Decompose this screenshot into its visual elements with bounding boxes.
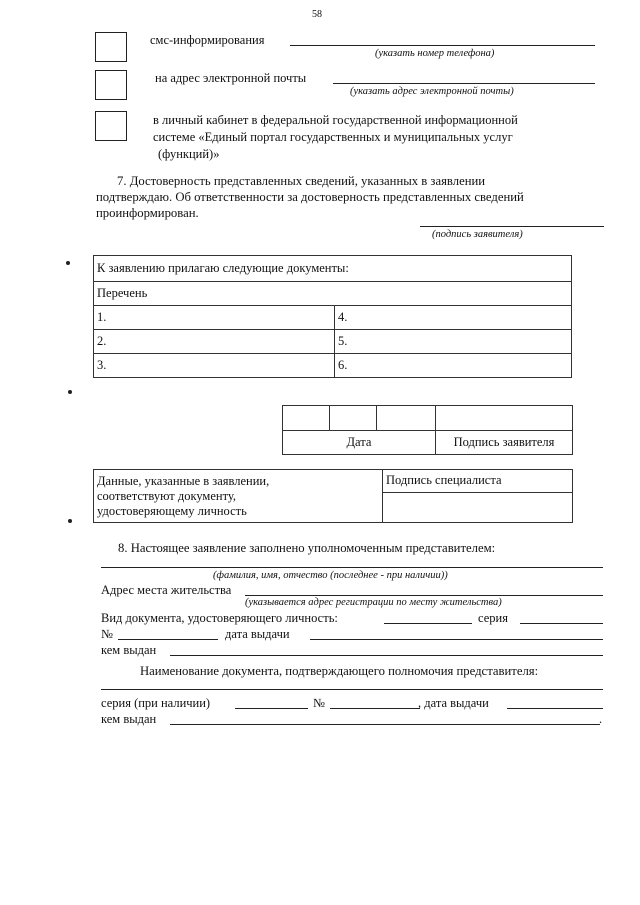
- section7-line-2: подтверждаю. Об ответственности за достоверность представленных сведений: [96, 190, 524, 204]
- issue-date-label: дата выдачи: [225, 627, 290, 641]
- margin-dot: [66, 261, 70, 265]
- email-checkbox[interactable]: [95, 70, 127, 100]
- issued-by-label: кем выдан: [101, 643, 157, 657]
- authority-doc-field[interactable]: [101, 689, 603, 690]
- table-row: [94, 306, 572, 330]
- sms-label: смс-информирования: [150, 33, 265, 47]
- date-signature-table: [282, 405, 573, 455]
- cabinet-line-3: (функций)»: [158, 147, 220, 161]
- section7-line-1: 7. Достоверность представленных сведений, указанных в заявлении: [117, 174, 486, 188]
- sms-checkbox[interactable]: [95, 32, 127, 62]
- phone-hint: (указать номер телефона): [375, 48, 495, 59]
- issued-by-field[interactable]: [170, 655, 603, 656]
- margin-dot: [68, 519, 72, 523]
- number2-label: №: [313, 696, 325, 710]
- documents-list-header: Перечень: [94, 282, 572, 306]
- verification-text: [94, 470, 383, 523]
- specialist-signature-cell[interactable]: [383, 493, 573, 523]
- number2-field[interactable]: [330, 708, 420, 709]
- email-hint: (указать адрес электронной почты): [350, 86, 514, 97]
- verification-table: [93, 469, 573, 523]
- address-field[interactable]: [245, 595, 603, 596]
- end-period: .: [599, 712, 603, 726]
- issue-date2-label: , дата выдачи: [418, 696, 489, 710]
- series2-field[interactable]: [235, 708, 308, 709]
- table-row: [94, 330, 572, 354]
- issued-by2-field[interactable]: [170, 724, 600, 725]
- applicant-signature-field[interactable]: [420, 226, 604, 227]
- specialist-signature-label: Подпись специалиста: [383, 470, 573, 493]
- issue-date2-field[interactable]: [507, 708, 603, 709]
- cabinet-line-2: системе «Единый портал государственных и муниципальных услуг: [153, 130, 513, 144]
- document-cell-6[interactable]: 6.: [335, 354, 572, 378]
- date-month-cell[interactable]: [330, 406, 377, 431]
- address-label: Адрес места жительства: [101, 583, 232, 597]
- table-row: [94, 354, 572, 378]
- representative-name-field[interactable]: [101, 567, 603, 568]
- number-field[interactable]: [118, 639, 218, 640]
- id-doc-label: Вид документа, удостоверяющего личность:: [101, 611, 338, 625]
- applicant-signature-hint: (подпись заявителя): [432, 229, 523, 240]
- verification-line-3: удостоверяющему личность: [97, 503, 247, 518]
- date-day-cell[interactable]: [283, 406, 330, 431]
- page-number: 58: [312, 9, 322, 20]
- email-field[interactable]: [333, 83, 595, 84]
- series-label: серия: [478, 611, 508, 625]
- section7-line-3: проинформирован.: [96, 206, 199, 220]
- document-cell-1[interactable]: 1.: [94, 306, 335, 330]
- issue-date-field[interactable]: [310, 639, 603, 640]
- applicant-signature-label: Подпись заявителя: [436, 431, 573, 455]
- issued-by2-label: кем выдан: [101, 712, 157, 726]
- authority-title: Наименование документа, подтверждающего полномочия представителя:: [140, 664, 539, 678]
- document-cell-4[interactable]: 4.: [335, 306, 572, 330]
- series-field[interactable]: [520, 623, 603, 624]
- section8-title: 8. Настоящее заявление заполнено уполномоченным представителем:: [118, 541, 496, 555]
- documents-table: [93, 255, 572, 378]
- cabinet-line-1: в личный кабинет в федеральной государственной информационной: [153, 113, 518, 127]
- verification-line-2: соответствуют документу,: [97, 488, 236, 503]
- document-cell-3[interactable]: 3.: [94, 354, 335, 378]
- series2-label: серия (при наличии): [101, 696, 211, 710]
- email-label: на адрес электронной почты: [155, 71, 307, 85]
- phone-field[interactable]: [290, 45, 595, 46]
- document-cell-2[interactable]: 2.: [94, 330, 335, 354]
- number-label: №: [101, 627, 113, 641]
- signature-cell[interactable]: [436, 406, 573, 431]
- date-label: Дата: [283, 431, 436, 455]
- representative-name-hint: (фамилия, имя, отчество (последнее - при наличии)): [213, 570, 448, 581]
- id-doc-type-field[interactable]: [384, 623, 472, 624]
- address-hint: (указывается адрес регистрации по месту жительства): [245, 597, 502, 608]
- verification-line-1: Данные, указанные в заявлении,: [97, 473, 270, 488]
- cabinet-checkbox[interactable]: [95, 111, 127, 141]
- documents-title: К заявлению прилагаю следующие документы:: [94, 256, 572, 282]
- date-year-cell[interactable]: [377, 406, 436, 431]
- document-cell-5[interactable]: 5.: [335, 330, 572, 354]
- margin-dot: [68, 390, 72, 394]
